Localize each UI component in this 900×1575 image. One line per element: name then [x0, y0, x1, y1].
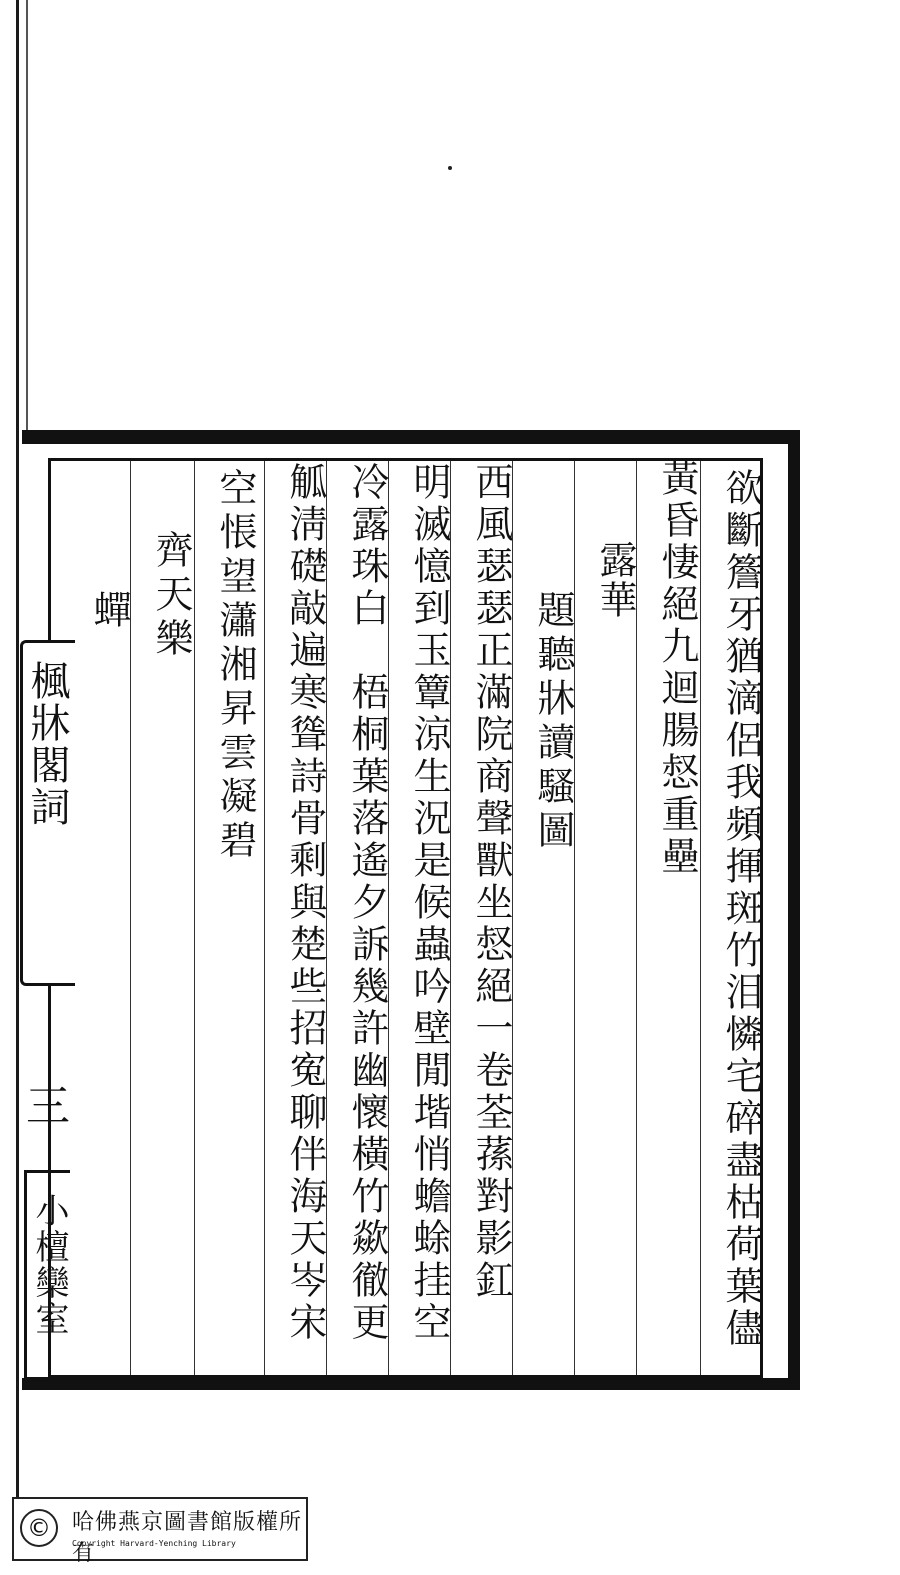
text-column-5: 西風瑟瑟正滿院商聲獸坐惄絕一卷荃蓀對影釭 — [469, 462, 513, 1302]
poem-title-tingchuang: 題聽牀讀騷圖 — [531, 590, 575, 854]
copyright-stamp — [12, 1497, 308, 1566]
book-title: 楓牀閣詞 — [24, 660, 70, 828]
page-number: 三 — [26, 1081, 70, 1132]
copyright-text-en: Copyright Harvard-Yenching Library — [72, 1539, 236, 1548]
poem-title-chan: 蟬 — [87, 590, 131, 630]
text-column-6: 明滅憶到玉簟涼生況是候蟲吟壁閒堦悄蟾蜍挂空 — [407, 462, 451, 1344]
text-column-2: 黃昏悽絕九迴腸惄重壘 — [655, 458, 699, 878]
copyright-text-cn: 哈佛燕京圖書館版權所有 — [72, 1510, 303, 1566]
text-column-8: 觚淸礎敲遍寒聳詩骨剩與楚些招寃聊伴海天岑宋 — [283, 462, 327, 1344]
tune-title-qitianle: 齊天樂 — [149, 530, 193, 662]
binding-line — [16, 0, 19, 1500]
column-rule — [264, 461, 265, 1375]
poem-title-luhua: 露華 — [593, 540, 637, 620]
text-column-7: 冷露珠白 梧桐葉落遙夕訴幾許幽懷橫竹歘徹更 — [345, 462, 389, 1344]
copyright-icon: © — [20, 1509, 58, 1547]
studio-name: 小檀欒室 — [24, 1170, 70, 1380]
ink-speck — [448, 166, 452, 170]
text-column-1: 欲斷簷牙猶滴侶我頻揮斑竹泪憐宅碎盡枯荷葉儘 — [719, 468, 763, 1350]
binding-line-inner — [26, 0, 28, 430]
text-column-9: 空悵望瀟湘昇雲凝碧 — [213, 468, 257, 864]
